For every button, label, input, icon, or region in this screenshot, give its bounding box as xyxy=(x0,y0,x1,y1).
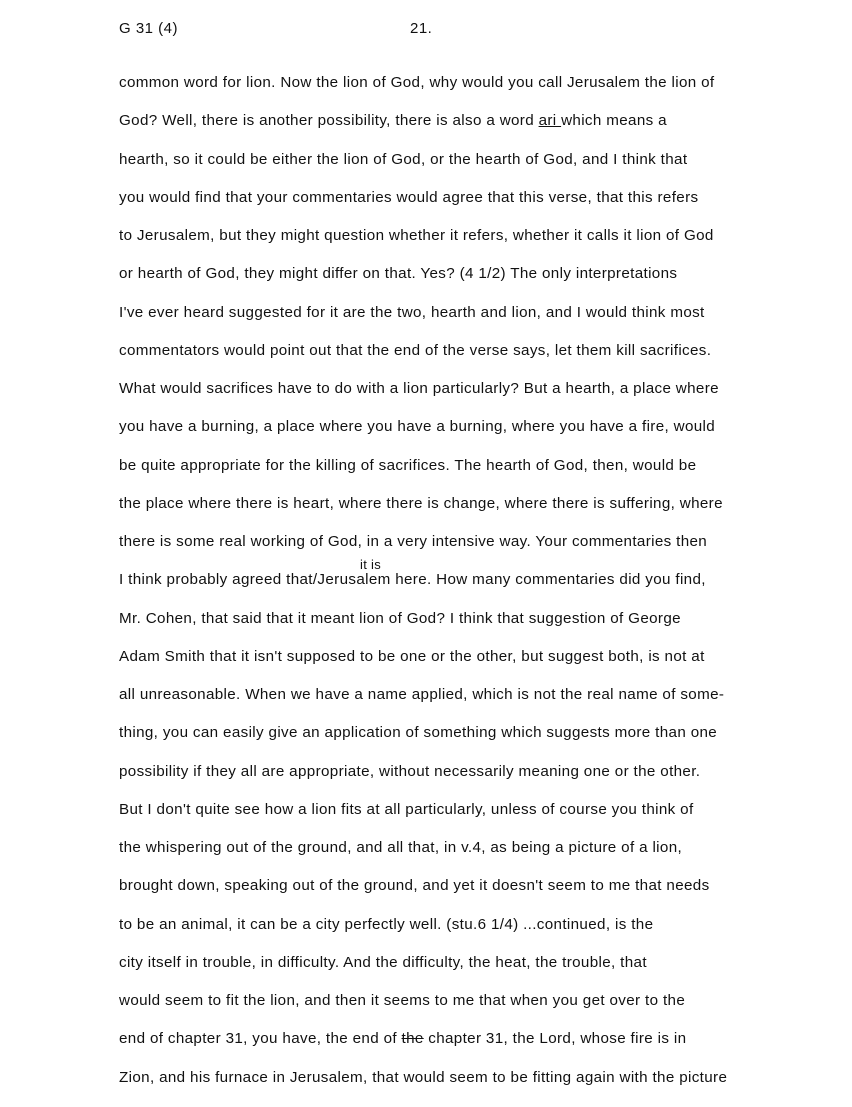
struck-word: the xyxy=(401,1030,424,1048)
text-line: city itself in trouble, in difficulty. And the difficulty, the heat, the trouble, that xyxy=(119,953,647,971)
text-segment: chapter 31, the Lord, whose fire is in xyxy=(423,1030,687,1048)
text-line: commentators would point out that the end of the verse says, let them kill sacrifices. xyxy=(119,341,712,359)
text-line: common word for lion. Now the lion of God, why would you call Jerusalem the lion of xyxy=(119,74,715,91)
text-line: or hearth of God, they might differ on that. Yes? (4 1/2) The only interpretations xyxy=(119,265,678,283)
text-line: to be an animal, it can be a city perfectly well. (stu.6 1/4) ...continued, is the xyxy=(119,915,654,933)
text-line: all unreasonable. When we have a name applied, which is not the real name of some- xyxy=(119,686,725,703)
text-line: Mr. Cohen, that said that it meant lion of God? I think that suggestion of George xyxy=(119,609,681,627)
text-line: I've ever heard suggested for it are the two, hearth and lion, and I would think most xyxy=(119,303,705,321)
text-line: brought down, speaking out of the ground, and yet it doesn't seem to me that needs xyxy=(119,877,710,895)
text-line: you would find that your commentaries would agree that this verse, that this refers xyxy=(119,188,699,206)
text-line: possibility if they all are appropriate, without necessarily meaning one or the other. xyxy=(119,762,701,780)
text-segment: end of chapter 31, you have, the end of xyxy=(119,1030,402,1048)
text-line: the place where there is heart, where there is change, where there is suffering, where xyxy=(119,494,723,512)
text-line: hearth, so it could be either the lion of God, or the hearth of God, and I think that xyxy=(119,150,688,168)
page-number: 21. xyxy=(410,20,433,37)
text-line: I think probably agreed that/Jerusalem here. How many commentaries did you find, xyxy=(119,571,706,589)
text-line: there is some real working of God, in a very intensive way. Your commentaries then xyxy=(119,533,708,550)
text-line: But I don't quite see how a lion fits at all particularly, unless of course you think of xyxy=(119,800,694,818)
text-line: Adam Smith that it isn't supposed to be one or the other, but suggest both, is not at xyxy=(119,647,705,665)
text-segment: God? Well, there is another possibility, there is also a word xyxy=(119,112,539,130)
document-code: G 31 (4) xyxy=(119,20,179,37)
underlined-word: ari xyxy=(538,112,562,130)
text-line xyxy=(119,1030,686,1048)
text-line: you have a burning, a place where you have a burning, where you have a fire, would xyxy=(119,418,716,436)
text-line: Zion, and his furnace in Jerusalem, that would seem to be fitting again with the picture xyxy=(119,1068,728,1086)
text-line: be quite appropriate for the killing of sacrifices. The hearth of God, then, would be xyxy=(119,456,697,474)
text-line: thing, you can easily give an application of something which suggests more than one xyxy=(119,724,718,742)
handwritten-insertion: it is xyxy=(360,557,381,573)
text-line: What would sacrifices have to do with a lion particularly? But a hearth, a place where xyxy=(119,380,719,397)
text-line xyxy=(119,112,667,130)
text-line: to Jerusalem, but they might question whether it refers, whether it calls it lion of God xyxy=(119,227,714,244)
text-line: would seem to fit the lion, and then it seems to me that when you get over to the xyxy=(119,992,686,1009)
text-segment: which means a xyxy=(561,112,667,130)
text-line: the whispering out of the ground, and all that, in v.4, as being a picture of a lion, xyxy=(119,839,683,856)
